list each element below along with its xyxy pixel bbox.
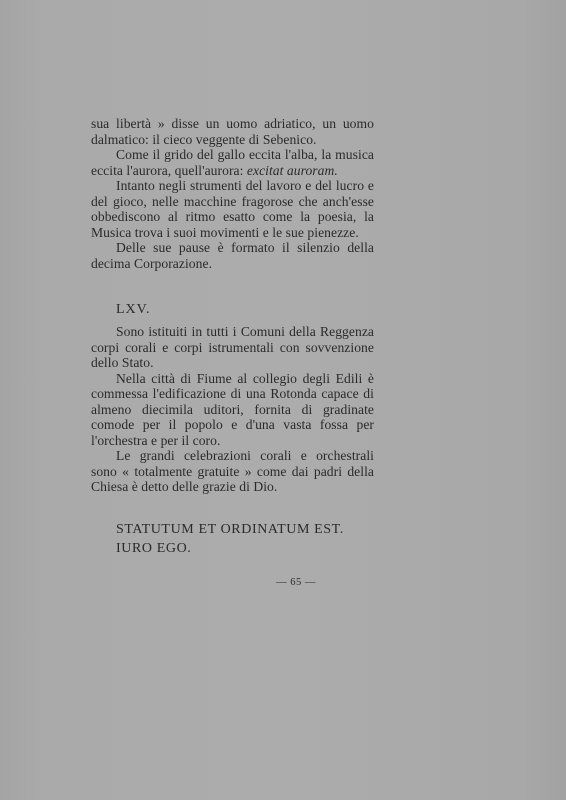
- paragraph-continuation: sua libertà » disse un uomo adriatico, un uomo dalmatico: il cieco veggente di Sebenico.: [91, 116, 374, 147]
- closing-line-1: STATUTUM ET ORDINATUM EST.: [116, 521, 344, 537]
- latin-phrase: excitat auroram.: [246, 162, 338, 178]
- paragraph-text: Come il grido del gallo eccita l'alba, la musica eccita l'aurora, quell'aurora:: [91, 147, 374, 178]
- body-text: [91, 116, 374, 558]
- paragraph-rotonda: Nella città di Fiume al collegio degli Edili è commessa l'edificazione di una Rotonda capace di almeno diecimila uditori, fornita di gradinate comode per il popolo e d'una vasta fossa per l'orchestra e per il coro.: [91, 370, 374, 448]
- page-number-text: — 65 —: [276, 577, 316, 588]
- closing-formula: [91, 520, 374, 558]
- paragraph-silence: Delle sue pause è formato il silenzio della decima Corporazione.: [91, 240, 374, 271]
- paragraph-choirs: Sono istituiti in tutti i Comuni della Reggenza corpi corali e corpi istrumentali con sovvenzione dello Stato.: [91, 324, 374, 370]
- paragraph-music-dawn: [91, 147, 374, 178]
- paragraph-celebrations: Le grandi celebrazioni corali e orchestrali sono « totalmente gratuite » come dai padri della Chiesa è detto delle grazie di Dio.: [91, 448, 374, 494]
- closing-line-2: IURO EGO.: [116, 540, 192, 556]
- paragraph-instruments: Intanto negli strumenti del lavoro e del lucro e del gioco, nelle macchine fragorose che anch'esse obbediscono al ritmo esatto come la poesia, la Musica trova i suoi movimenti e le sue pienezze.: [91, 178, 374, 240]
- section-number: LXV.: [116, 302, 151, 317]
- page-number: [0, 577, 566, 588]
